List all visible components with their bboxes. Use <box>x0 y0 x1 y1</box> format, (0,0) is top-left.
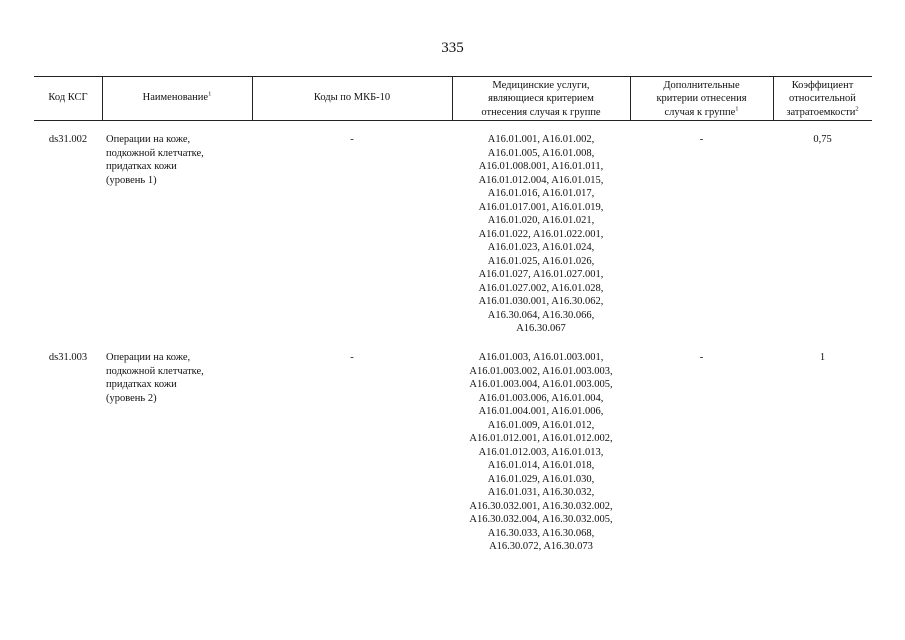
row-services: A16.01.003, A16.01.003.001, A16.01.003.002, A16.01.003.003, A16.01.003.004, A16.01.003.005, A16.01.003.006, A16.01.004, A16.01.004.001, A16.01.006, A16.01.009, A16.01.012, A16.01.012.001, A16.01.012.002, A16.01.012.003, A16.01.013, A16.01.014, A16.01.018, A16.01.029, A16.01.030, A16.01.031, A16.30.032, A16.30.032.001, A16.30.032.002, A16.30.032.004, A16.30.032.005, A16.30.033, A16.30.068, A16.30.072, A16.30.073 <box>469 352 613 552</box>
row-code: ds31.002 <box>48 134 88 145</box>
header-mkb <box>252 76 452 120</box>
row-name: Операции на коже, подкожной клетчатке, придатках кожи (уровень 1) <box>106 134 204 186</box>
footnote-marker: 1 <box>735 105 739 112</box>
header-code <box>34 76 102 120</box>
row-code: ds31.003 <box>48 352 88 363</box>
row-mkb: - <box>350 134 354 145</box>
row-coefficient: 0,75 <box>813 134 832 145</box>
row-criteria: - <box>699 352 704 363</box>
header-services-label: Медицинские услуги, являющиеся критерием отнесения случая к группе <box>481 79 601 118</box>
header-name <box>102 76 252 120</box>
footnote-marker: 2 <box>855 105 859 112</box>
row-name: Операции на коже, подкожной клетчатке, придатках кожи (уровень 2) <box>106 352 204 404</box>
row-coefficient: 1 <box>819 352 826 363</box>
row-mkb: - <box>350 352 354 363</box>
header-mkb-label: Коды по МКБ-10 <box>313 92 391 104</box>
row-services: A16.01.001, A16.01.002, A16.01.005, A16.01.008, A16.01.008.001, A16.01.011, A16.01.012.004, A16.01.015, A16.01.016, A16.01.017, A16.01.017.001, A16.01.019, A16.01.020, A16.01.021, A16.01.022, A16.01.022.001, A16.01.023, A16.01.024, A16.01.025, A16.01.026, A16.01.027, A16.01.027.001, A16.01.027.002, A16.01.028, A16.01.030.001, A16.30.062, A16.30.064, A16.30.066, A16.30.067 <box>478 134 604 334</box>
row-criteria: - <box>699 134 704 145</box>
header-coefficient-label: Коэффициент относительной затратоемкости$^2$ <box>786 79 859 118</box>
header-bottom-rule <box>34 120 872 121</box>
header-coefficient <box>773 76 872 120</box>
header-criteria-label: Дополнительные критерии отнесения случая к группе$^1$ <box>656 79 747 118</box>
header-services <box>452 76 630 120</box>
header-code-label: Код КСГ <box>48 92 88 104</box>
page-number: 335 <box>441 40 464 56</box>
header-name-label: Наименование$^1$ <box>142 90 212 104</box>
footnote-marker: 1 <box>208 90 212 98</box>
header-criteria <box>630 76 773 120</box>
